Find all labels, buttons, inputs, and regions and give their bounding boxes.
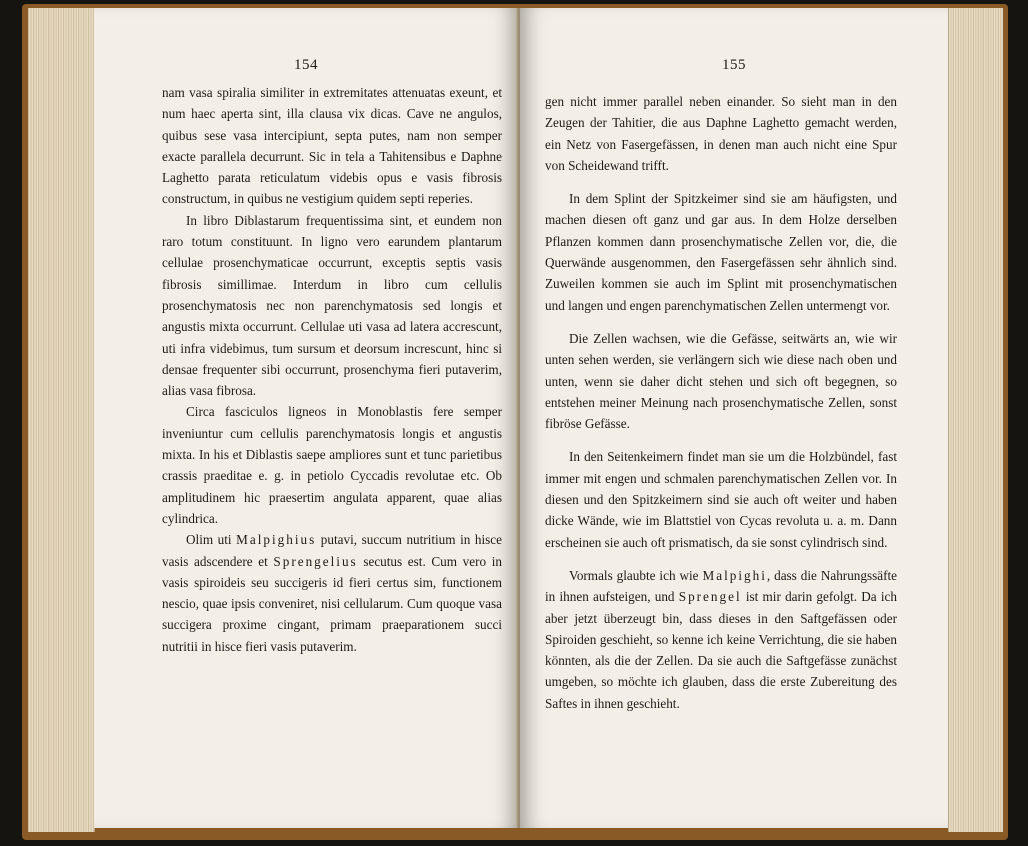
left-p4-text-a: Olim uti <box>186 532 237 548</box>
author-name-malpighius: Malpighius <box>236 532 317 548</box>
right-paragraph-2: In dem Splint der Spitzkeimer sind sie am häufigsten, und machen diesen oft ganz und gar aus. In dem Holze derselben Pflanzen kommen dann prosenchymatische Zellen vor, die, die Querwände ausgenommen, den Fasergefässen sehr ähnlich sind. Zuweilen kommen sie auch im Splint mit prosenchymatischen und langen und engen parenchymatischen Zellen untermengt vor. <box>545 191 897 313</box>
left-paragraph-1: nam vasa spiralia similiter in extremitates attenuatas exeunt, et num haec aperta sint, illa clausa vix dicas. Cave ne angulos, quibus sese vasa intercipiunt, septa putes, nam non semper exacte parallela decurrunt. Sic in tela a Tahitensibus e Daphne Laghetto parata reticulatum videbis opus e vasis fibrosis constructum, in quibus ne vestigium quidem septi reperies. <box>162 85 502 207</box>
left-paragraph-3: Circa fasciculos ligneos in Monoblastis fere semper inveniuntur cum cellulis parenchymatosis longis et angustis mixta. In his et Diblastis saepe ampliores sunt et tunc parietibus crassis praeditae e. g. in petiolo Cyccadis revolutae etc. Ob amplitudinem hic praesertim angulata apparent, quae alias cylindrica. <box>162 404 502 526</box>
right-p5-text-a: Vormals glaubte ich wie <box>569 567 703 583</box>
right-page-edges <box>948 8 1003 832</box>
left-page-edges <box>28 8 95 832</box>
author-name-sprengel: Sprengel <box>678 589 742 605</box>
right-paragraph-4: In den Seitenkeimern findet man sie um die Holzbündel, fast immer mit engen und schmalen parenchymatischen Zellen vor. In diesen und den Spitzkeimern sind sie auch oft weiter und haben dicke Wände, wie im Blattstiel von Cycas revoluta u. a. m. Dann erscheinen sie auch oft prismatisch, da sie sonst cylindrisch sind. <box>545 449 897 550</box>
right-page-number: 155 <box>722 57 746 73</box>
author-name-malpighi: Malpighi <box>702 567 767 583</box>
left-page-text <box>162 82 502 657</box>
right-page <box>520 8 948 828</box>
left-page-number: 154 <box>294 57 318 73</box>
right-paragraph-1: gen nicht immer parallel neben einander. So sieht man in den Zeugen der Tahitier, die aus Daphne Laghetto gemacht werden, ein Netz von Fasergefässen, in denen man auch nicht eine Spur von Scheidewand trifft. <box>545 94 897 173</box>
right-page-text <box>545 91 897 714</box>
left-p4-text-c: secutus est. Cum vero in vasis spiroideis seu succigeris id fieri certus sim, functionem nescio, quae ipsis conveniret, nisi cellularum. Cum quoque vasa succigera proxime cingant, primam praeparationem succi nutritii in hisce fieri vasis putaverim. <box>162 553 503 654</box>
right-paragraph-5 <box>545 565 897 714</box>
left-paragraph-4 <box>162 529 502 657</box>
left-page <box>94 8 518 828</box>
right-p5-text-b: , dass die Nahrungssäfte in ihnen aufsteigen, und <box>545 567 898 605</box>
right-paragraph-3: Die Zellen wachsen, wie die Gefässe, seitwärts an, wie wir unten sehen werden, sie verlängern sich wie diese nach oben und unten, wenn sie daher dicht stehen und sich oft begegnen, so entstehen meiner Meinung nach prosenchymatische Zellen, sonst fibröse Gefässe. <box>545 330 897 432</box>
left-paragraph-2: In libro Diblastarum frequentissima sint, et eundem non raro totum constituunt. In ligno vero earundem plantarum cellulae prosenchymaticae occurrunt, exceptis septis vasis fibrosis simillimae. Interdum in libro cum cellulis prosenchymatosis nec non parenchymatosis sed longis et angustis mixta occurrunt. Cellulae uti vasa ad latera accrescunt, uti infra videbimus, tum sursum et deorsum increscunt, hinc si densae frequenter sibi occurrunt, prosenchyma fieri putaverim, alias vasa fibrosa. <box>162 212 502 399</box>
right-p5-text-c: ist mir darin gefolgt. Da ich aber jetzt überzeugt bin, dass dieses in den Saftgefässen oder Spiroiden geschieht, so kenne ich keine Verrichtung, die sie haben könnten, als die der Zellen. Da sie auch die Saftgefässe zunächst umgeben, so möchte ich glauben, dass die erste Zubereitung des Saftes in ihnen geschieht. <box>545 589 897 711</box>
author-name-sprengelius: Sprengelius <box>273 553 358 569</box>
left-p4-text-b: putavi, succum nutritium in hisce vasis adscendere et <box>162 532 503 569</box>
left-show-through <box>254 648 504 668</box>
